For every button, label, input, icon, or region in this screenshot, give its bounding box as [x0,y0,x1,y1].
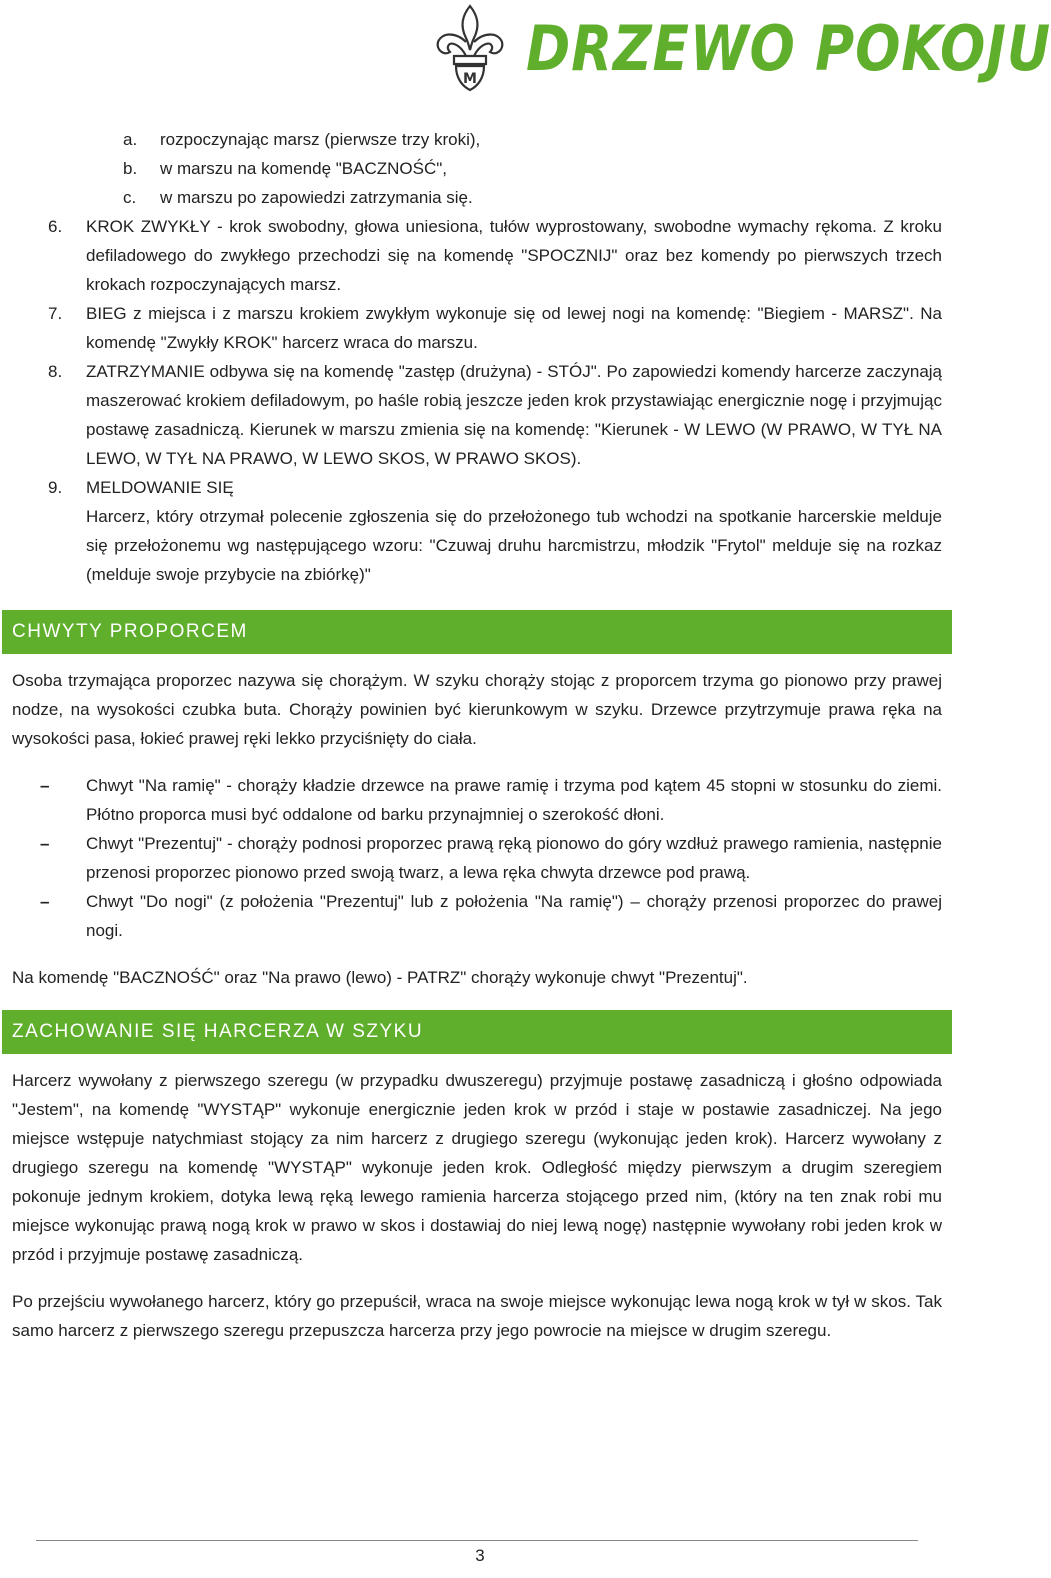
bullet-item [0,771,960,829]
list-item [0,183,960,212]
list-marker: c. [123,188,137,207]
dash-bullet: – [40,892,50,911]
bullet-text: Chwyt "Do nogi" (z położenia "Prezentuj" lub z położenia "Na ramię") – chorąży przenosi proporzec do prawej nogi. [86,892,942,940]
numbered-item-zatrzymanie [0,357,960,473]
footer-divider [36,1540,918,1541]
list-item-text: rozpoczynając marsz (pierwsze trzy kroki), [160,130,481,149]
paragraph: Na komendę "BACZNOŚĆ" oraz "Na prawo (lewo) - PATRZ" chorąży wykonuje chwyt "Prezentuj". [12,968,748,987]
list-item-text: KROK ZWYKŁY - krok swobodny, głowa uniesiona, tułów wyprostowany, swobodne wymachy rękoma. Z kroku defiladowego do zwykłego przechodzi się na komendę "SPOCZNIJ" oraz bez komendy po pierwszych trzech krokach rozpoczynających marsz. [86,217,942,294]
dash-bullet: – [40,834,50,853]
dash-bullet: – [40,776,50,795]
bullet-text: Chwyt "Na ramię" - chorąży kładzie drzewce na prawe ramię i trzyma pod kątem 45 stopni w stosunku do ziemi. Płótno proporca musi być oddalone od barku przynajmniej o szerokość dłoni. [86,776,942,824]
bullet-item [0,829,960,887]
list-item-text: BIEG z miejsca i z marszu krokiem zwykłym wykonuje się od lewej nogi na komendę: "Biegiem - MARSZ". Na komendę "Zwykły KROK" harcerz wraca do marszu. [86,304,942,352]
list-item-text: ZATRZYMANIE odbywa się na komendę "zastęp (drużyna) - STÓJ". Po zapowiedzi komendy harcerze zaczynają maszerować krokiem defiladowym, po haśle robią jeszcze jeden krok przystawiając energicznie nogę i przyjmując postawę zasadniczą. Kierunek w marszu zmienia się na komendę: "Kierunek - W LEWO (W PRAWO, W TYŁ NA LEWO, W TYŁ NA PRAWO, W LEWO SKOS, W PRAWO SKOS). [86,362,942,468]
paragraph: Po przejściu wywołanego harcerz, który go przepuścił, wraca na swoje miejsce wykonując lewa nogą krok w tył w skos. Tak samo harcerz z pierwszego szeregu przepuszcza harcerza przy jego powrocie na miejsce w drugim szeregu. [12,1292,942,1340]
list-item-text: w marszu po zapowiedzi zatrzymania się. [160,188,473,207]
list-marker: 6. [48,217,63,236]
list-marker: 7. [48,304,63,323]
list-marker: 9. [48,478,63,497]
section-heading-zachowanie-sie: ZACHOWANIE SIĘ HARCERZA W SZYKU [2,1010,952,1054]
list-marker: b. [123,159,138,178]
brand-wordmark: DRZEWO POKOJU [526,12,1051,85]
list-item [0,154,960,183]
list-marker: 8. [48,362,63,381]
numbered-item-krok-zwykly [0,212,960,299]
paragraph: Harcerz wywołany z pierwszego szeregu (w przypadku dwuszeregu) przyjmuje postawę zasadniczą i głośno odpowiada "Jestem", na komendę "WYSTĄP" wykonuje energicznie jeden krok w przód i staje w postawie zasadniczej. Na jego miejsce wstępuje natychmiast stojący za nim harcerz z drugiego szeregu (wykonując jeden krok). Harcerz wywołany z drugiego szeregu na komendę "WYSTĄP" wykonuje jeden krok. Odległość między pierwszym a drugim szeregiem pokonuje jednym krokiem, dotyka lewą ręką lewego ramienia harcerza stojącego przed nim, (który na ten znak robi mu miejsce wykonując prawą nogą krok w prawo w skos i dostawiaj do niej lewą nogę) następnie wywołany robi jeden krok w przód i przyjmuje postawę zasadniczą. [12,1071,942,1264]
page-number: 3 [475,1546,485,1565]
paragraph: Osoba trzymająca proporzec nazywa się chorążym. W szyku chorąży stojąc z proporcem trzyma go pionowo przy prawej nodze, na wysokości czubka buta. Chorąży powinien być kierunkowym w szyku. Drzewce przytrzymuje prawa ręka na wysokości pasa, łokieć prawej ręki lekko przyciśnięty do ciała. [12,671,942,748]
list-item-text: Harcerz, który otrzymał polecenie zgłoszenia się do przełożonego tub wchodzi na spotkanie harcerskie melduje się przełożonemu wg następującego wzoru: "Czuwaj druhu harcmistrzu, młodzik "Frytol" melduje się na rozkaz (melduje swoje przybycie na zbiórkę)" [86,507,942,584]
bullet-item [0,887,960,945]
list-marker: a. [123,130,138,149]
list-item [0,125,960,154]
page-header [0,0,1051,100]
svg-text:M: M [463,71,477,87]
bullet-text: Chwyt "Prezentuj" - chorąży podnosi proporzec prawą ręką pionowo do góry wzdłuż prawego ramienia, następnie przenosi proporzec pionowo przed swoją twarz, a lewa ręka chwyta drzewce pod prawą. [86,834,942,882]
section-heading-chwyty-proporcem: CHWYTY PROPORCEM [2,610,952,654]
document-body [0,125,960,1345]
list-item-text: w marszu na komendę "BACZNOŚĆ", [160,159,447,178]
list-item-title: MELDOWANIE SIĘ [86,478,234,497]
numbered-item-bieg [0,299,960,357]
fleur-de-lis-emblem-icon [432,2,508,94]
numbered-item-meldowanie [0,473,960,589]
